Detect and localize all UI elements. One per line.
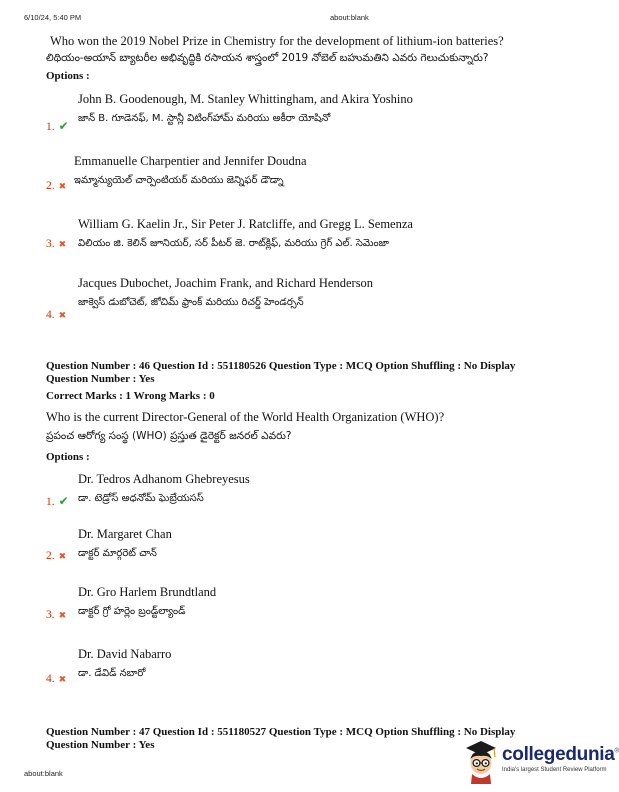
cross-icon: ✖ [58,675,67,685]
option-text-te: జాక్వెస్ డుబోచెట్, జోచిమ్ ఫ్రాంక్ మరియు రిచర్డ్ హెండర్సన్ [78,297,304,308]
option-number: 4. [46,673,55,685]
logo-registered-mark: ® [614,748,619,755]
q45-option-3 [78,215,413,253]
option-text-te: డా. టెడ్రోస్ అధనోమ్ ఘెబ్రేయసస్ [78,493,204,504]
student-mascot-icon [462,738,500,784]
q45-option-1-number [46,119,69,133]
q46-option-2 [78,525,172,563]
print-title: about:blank [330,13,369,22]
question-46-meta-line2: Question Number : Yes [46,373,155,385]
q45-option-2 [74,152,307,190]
q45-option-2-number [46,180,66,192]
print-timestamp: 6/10/24, 5:40 PM [24,13,82,22]
option-text-en: William G. Kaelin Jr., Sir Peter J. Ratcliffe, and Gregg L. Semenza [78,217,413,231]
cross-icon: ✖ [58,182,67,192]
question-45-options-label: Options : [46,70,90,82]
option-number: 1. [46,496,55,508]
q46-option-2-number [46,550,66,562]
option-text-te: ఇమ్మాన్యుయెల్ చార్పెంటియర్ మరియు జెన్నిఫర్ డౌడ్నా [74,175,284,186]
q45-option-3-number [46,238,66,250]
cross-icon: ✖ [58,311,67,321]
option-text-en: Dr. Margaret Chan [78,527,172,541]
option-text-en: John B. Goodenough, M. Stanley Whittingham, and Akira Yoshino [78,92,413,106]
check-icon: ✔ [58,119,69,133]
question-46-text-te: ప్రపంచ ఆరోగ్య సంస్థ (WHO) ప్రస్తుత డైరెక్టర్ జనరల్ ఎవరు? [46,430,292,442]
option-number: 2. [46,550,55,562]
question-45-text-en: Who won the 2019 Nobel Prize in Chemistry for the development of lithium-ion batteries? [50,34,504,48]
option-number: 1. [46,121,55,133]
q45-option-1 [78,90,413,128]
question-46-marks: Correct Marks : 1 Wrong Marks : 0 [46,390,215,402]
question-45-text-te: లిథియం-అయాన్ బ్యాటరీల అభివృద్ధికి రసాయన శాస్త్రంలో 2019 నోబెల్ బహుమతిని ఎవరు గెలుచుకున్నారు? [46,52,489,64]
option-text-te: డాక్టర్ మార్గరెట్ చాన్ [78,548,157,559]
option-number: 3. [46,609,55,621]
logo-name: collegedunia [502,744,615,765]
option-text-te: జాన్ B. గూడెనఫ్, M. స్టాన్లీ విటింగ్‌హామ్ మరియు అకీరా యోషినో [78,113,331,124]
q46-option-3-number [46,609,66,621]
option-number: 2. [46,180,55,192]
logo-tagline: India's largest Student Review Platform [502,767,607,773]
check-icon: ✔ [58,494,69,508]
cross-icon: ✖ [58,240,67,250]
question-46-options-label: Options : [46,451,90,463]
cross-icon: ✖ [58,552,67,562]
question-47-meta-line1: Question Number : 47 Question Id : 551180527 Question Type : MCQ Option Shuffling : No Display [46,726,516,738]
q46-option-1-number [46,494,69,508]
q45-option-4 [78,274,373,312]
logo-wordmark [502,744,619,766]
q46-option-3 [78,583,216,621]
option-text-te: డాక్టర్ గ్రో హర్లెం బ్రండ్ట్‌ల్యాండ్ [78,606,186,617]
q45-option-4-number [46,309,66,321]
print-footer-url: about:blank [24,769,63,778]
q46-option-4 [78,645,171,683]
option-text-te: విలియం జి. కెలిన్ జూనియర్, సర్ పీటర్ జె. రాట్‌క్లిఫ్, మరియు గ్రెగ్ ఎల్. సెమెంజా [78,238,390,249]
option-text-en: Dr. Gro Harlem Brundtland [78,585,217,599]
option-number: 3. [46,238,55,250]
option-number: 4. [46,309,55,321]
question-46-text-en: Who is the current Director-General of the World Health Organization (WHO)? [46,410,445,424]
option-text-en: Jacques Dubochet, Joachim Frank, and Richard Henderson [78,276,374,290]
option-text-en: Dr. Tedros Adhanom Ghebreyesus [78,472,250,486]
cross-icon: ✖ [58,611,67,621]
option-text-en: Emmanuelle Charpentier and Jennifer Doudna [74,154,307,168]
question-46-meta-line1: Question Number : 46 Question Id : 551180526 Question Type : MCQ Option Shuffling : No Display [46,360,516,372]
q46-option-1 [78,470,250,508]
question-47-meta-line2: Question Number : Yes [46,739,155,751]
option-text-te: డా. డేవిడ్ నబారో [78,668,146,679]
q46-option-4-number [46,673,66,685]
option-text-en: Dr. David Nabarro [78,647,172,661]
collegedunia-logo [462,738,619,786]
